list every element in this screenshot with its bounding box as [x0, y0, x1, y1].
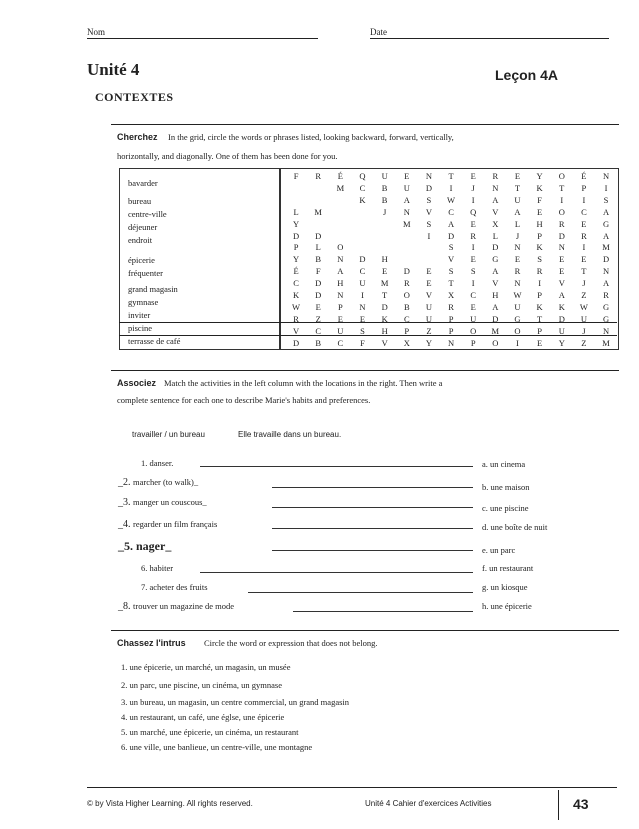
grid-letter[interactable]: D — [315, 290, 322, 300]
footer-book-title: Unité 4 Cahier d'exercices Activities — [365, 799, 492, 808]
grid-divider — [119, 322, 617, 323]
grid-letter[interactable]: N — [602, 171, 610, 181]
grid-letter[interactable]: C — [403, 313, 410, 324]
word-centre-ville: centre-ville — [128, 209, 167, 219]
grid-letter[interactable]: C — [293, 278, 299, 289]
location-e: e. un parc — [482, 545, 516, 555]
cherchez-instructions-1: In the grid, circle the words or phrases listed, looking backward, forward, vertically, — [168, 132, 454, 142]
grid-letter[interactable]: H — [536, 218, 543, 229]
grid-letter[interactable]: S — [426, 194, 432, 205]
grid-letter[interactable]: B — [315, 337, 322, 348]
grid-letter[interactable]: R — [293, 313, 299, 324]
grid-letter[interactable]: A — [447, 218, 455, 229]
grid-letter[interactable]: E — [315, 301, 321, 312]
chassez-item-3[interactable]: 3. un bureau, un magasin, un centre commercial, un grand magasin — [121, 697, 350, 707]
word-dejeuner: déjeuner — [128, 222, 158, 232]
word-gymnase: gymnase — [128, 297, 159, 307]
grid-letter[interactable]: B — [403, 301, 410, 312]
grid-letter[interactable]: A — [558, 290, 565, 300]
activity-5: _5. nager_ — [118, 539, 172, 553]
grid-letter[interactable]: U — [381, 171, 388, 181]
grid-letter[interactable]: S — [537, 254, 542, 265]
cherchez-instructions-2: horizontally, and diagonally. One of them has been done for you. — [117, 151, 338, 161]
grid-letter[interactable]: T — [514, 182, 521, 193]
grid-letter[interactable]: R — [470, 230, 477, 241]
grid-letter[interactable]: D — [492, 242, 499, 253]
grid-letter[interactable]: L — [514, 218, 521, 229]
grid-letter[interactable]: R — [581, 230, 587, 241]
chassez-item-1[interactable]: 1. une épicerie, un marché, un magasin, un musée — [121, 662, 291, 672]
nom-label: Nom — [87, 27, 105, 37]
grid-letter[interactable]: N — [359, 301, 366, 312]
grid-letter[interactable]: L — [315, 242, 321, 253]
grid-letter[interactable]: E — [559, 266, 565, 277]
date-line — [370, 38, 609, 39]
date-label: Date — [370, 27, 387, 37]
grid-letter[interactable]: E — [382, 266, 388, 277]
grid-letter[interactable]: K — [359, 194, 366, 205]
grid-letter[interactable]: U — [514, 301, 521, 312]
location-h: h. une épicerie — [482, 601, 532, 611]
location-a: a. un cinema — [482, 459, 526, 469]
grid-letter[interactable]: S — [426, 218, 432, 229]
grid-letter[interactable]: E — [470, 254, 476, 265]
grid-letter[interactable]: V — [293, 325, 300, 336]
grid-letter[interactable]: E — [337, 313, 343, 324]
grid-letter[interactable]: R — [558, 218, 565, 229]
grid-letter[interactable]: E — [559, 254, 565, 265]
grid-letter[interactable]: D — [359, 254, 366, 265]
grid-letter[interactable]: V — [425, 290, 432, 300]
example-activity: travailler / un bureau — [132, 430, 205, 439]
grid-letter[interactable]: C — [359, 266, 366, 277]
grid-letter[interactable]: U — [403, 182, 410, 193]
grid-letter[interactable]: O — [492, 337, 499, 348]
grid-letter[interactable]: E — [470, 171, 476, 181]
grid-letter[interactable]: P — [293, 242, 299, 253]
grid-letter[interactable]: É — [581, 171, 587, 181]
grid-letter[interactable]: A — [492, 266, 499, 277]
answer-line-6[interactable] — [200, 572, 473, 573]
grid-letter[interactable]: J — [582, 325, 586, 336]
word-piscine: piscine — [128, 323, 153, 333]
grid-letter[interactable]: D — [558, 230, 565, 241]
grid-letter[interactable]: O — [403, 290, 410, 300]
unit-title: Unité 4 — [87, 60, 140, 79]
activity-6: 6. habiter — [141, 563, 174, 573]
lesson-label: Leçon 4A — [495, 67, 559, 83]
grid-letter[interactable]: E — [514, 254, 521, 265]
grid-letter[interactable]: K — [536, 242, 543, 253]
nom-line — [87, 38, 318, 39]
grid-letter[interactable]: Y — [558, 337, 565, 348]
grid-letter[interactable]: N — [558, 242, 565, 253]
chassez-item-2[interactable]: 2. un parc, une piscine, un cinéma, un gymnase — [121, 680, 282, 690]
grid-letter[interactable]: G — [602, 301, 610, 312]
grid-letter[interactable]: I — [449, 182, 453, 193]
grid-letter[interactable]: U — [514, 194, 521, 205]
grid-letter[interactable]: S — [448, 242, 454, 253]
grid-letter[interactable]: U — [425, 313, 432, 324]
page-number: 43 — [573, 796, 589, 812]
word-bavarder: bavarder — [128, 178, 158, 188]
grid-letter[interactable]: C — [470, 290, 477, 300]
footer-rule — [87, 787, 617, 788]
grid-letter[interactable]: U — [359, 278, 366, 289]
grid-letter[interactable]: W — [292, 301, 301, 312]
activity-3: _3. manger un couscous_ — [118, 497, 207, 508]
word-bureau: bureau — [128, 196, 152, 206]
grid-letter[interactable]: S — [448, 266, 454, 277]
grid-letter[interactable]: I — [361, 290, 364, 300]
grid-letter[interactable]: P — [337, 301, 343, 312]
grid-letter[interactable]: A — [602, 230, 610, 241]
grid-letter[interactable]: Y — [293, 254, 300, 265]
grid-letter[interactable]: P — [537, 230, 542, 241]
grid-letter[interactable]: J — [515, 230, 520, 241]
grid-letter[interactable]: D — [315, 230, 322, 241]
grid-letter[interactable]: W — [579, 301, 588, 312]
associez-top-rule — [111, 370, 619, 371]
grid-letter[interactable]: V — [558, 278, 565, 289]
grid-letter[interactable]: M — [380, 278, 389, 289]
grid-letter[interactable]: C — [315, 325, 322, 336]
grid-letter[interactable]: R — [536, 266, 543, 277]
grid-letter[interactable]: G — [602, 313, 610, 324]
grid-letter[interactable]: M — [491, 325, 500, 336]
grid-letter[interactable]: E — [426, 278, 432, 289]
grid-letter[interactable]: I — [471, 242, 475, 253]
grid-letter[interactable]: M — [402, 218, 411, 229]
grid-letter[interactable]: B — [381, 194, 388, 205]
grid-row — [285, 337, 617, 350]
grid-letter[interactable]: G — [514, 313, 521, 324]
grid-letter[interactable]: P — [448, 313, 454, 324]
grid-letter[interactable]: R — [403, 278, 410, 289]
grid-letter[interactable]: U — [470, 313, 477, 324]
word-epicerie: épicerie — [128, 255, 155, 265]
grid-letter[interactable]: V — [447, 254, 455, 265]
grid-letter[interactable]: O — [470, 325, 477, 336]
grid-letter[interactable]: V — [492, 206, 499, 217]
grid-letter[interactable]: L — [492, 230, 498, 241]
grid-letter[interactable]: X — [403, 337, 410, 348]
grid-letter[interactable]: P — [470, 337, 476, 348]
grid-letter[interactable]: O — [558, 206, 565, 217]
grid-letter[interactable]: I — [538, 278, 542, 289]
grid-letter[interactable]: A — [492, 194, 499, 205]
grid-letter[interactable]: N — [403, 206, 410, 217]
grid-letter[interactable]: K — [381, 313, 388, 324]
grid-letter[interactable]: I — [471, 278, 475, 289]
grid-letter[interactable]: O — [514, 325, 521, 336]
chassez-item-4[interactable]: 4. un restaurant, un café, une églse, une épicerie — [121, 712, 285, 722]
grid-letter[interactable]: M — [336, 182, 345, 193]
grid-letter[interactable]: Z — [581, 290, 587, 300]
grid-letter[interactable]: T — [448, 278, 454, 289]
grid-letter[interactable]: E — [537, 337, 543, 348]
location-d: d. une boîte de nuit — [482, 522, 548, 532]
grid-letter[interactable]: I — [560, 194, 564, 205]
grid-letter[interactable]: D — [425, 182, 432, 193]
activity-7: 7. acheter des fruits — [141, 582, 208, 592]
grid-letter[interactable]: H — [381, 254, 388, 265]
grid-letter[interactable]: H — [381, 325, 388, 336]
grid-letter[interactable]: V — [492, 278, 499, 289]
word-grand-magasin: grand magasin — [128, 284, 178, 294]
grid-letter[interactable]: L — [293, 206, 299, 217]
grid-letter[interactable]: C — [581, 206, 587, 217]
cherchez-top-rule — [111, 124, 619, 125]
activity-8: _8. trouver un magazine de mode — [118, 601, 235, 612]
grid-letter[interactable]: N — [514, 242, 521, 253]
grid-letter[interactable]: Q — [470, 206, 477, 217]
grid-letter[interactable]: K — [536, 182, 543, 193]
grid-letter[interactable]: W — [447, 194, 456, 205]
footer-copyright: © by Vista Higher Learning. All rights reserved. — [87, 799, 253, 808]
grid-letter[interactable]: U — [558, 325, 565, 336]
grid-letter[interactable]: M — [314, 206, 322, 217]
grid-letter[interactable]: J — [471, 182, 475, 193]
answer-line-7[interactable] — [248, 592, 473, 593]
grid-letter[interactable]: I — [516, 337, 519, 348]
grid-letter[interactable]: P — [581, 182, 587, 193]
grid-letter[interactable]: D — [403, 266, 410, 277]
word-inviter: inviter — [128, 310, 151, 320]
grid-letter[interactable]: A — [602, 206, 610, 217]
grid-letter[interactable]: E — [537, 206, 543, 217]
word-frequenter: fréquenter — [128, 268, 163, 278]
chassez-heading: Chassez l'intrus — [117, 638, 186, 648]
grid-letter[interactable]: D — [315, 278, 322, 289]
grid-letter[interactable]: E — [581, 218, 587, 229]
grid-letter[interactable]: I — [427, 230, 431, 241]
grid-letter[interactable]: K — [293, 290, 300, 300]
grid-letter[interactable]: A — [602, 278, 610, 289]
grid-letter[interactable]: O — [337, 242, 344, 253]
grid-letter[interactable]: D — [558, 313, 565, 324]
grid-letter[interactable]: B — [381, 182, 388, 193]
grid-letter[interactable]: J — [582, 278, 586, 289]
grid-letter[interactable]: E — [426, 266, 432, 277]
answer-line-2[interactable] — [272, 487, 473, 488]
grid-letter[interactable]: E — [404, 171, 410, 181]
grid-letter[interactable]: É — [337, 171, 343, 181]
answer-line-4[interactable] — [272, 528, 473, 529]
grid-letter[interactable]: E — [514, 171, 521, 181]
grid-letter[interactable]: R — [514, 266, 521, 277]
grid-letter[interactable]: T — [448, 171, 454, 181]
chassez-item-5[interactable]: 5. un marché, une épicerie, un cinéma, un restaurant — [121, 727, 299, 737]
grid-letter[interactable]: D — [602, 254, 610, 265]
grid-letter[interactable]: T — [537, 313, 543, 324]
associez-instructions-1: Match the activities in the left column with the locations in the right. Then write a — [164, 378, 443, 388]
grid-letter[interactable]: N — [425, 171, 432, 181]
grid-letter[interactable]: S — [360, 325, 365, 336]
cherchez-heading: Cherchez — [117, 132, 158, 142]
grid-letter[interactable]: M — [602, 337, 610, 348]
grid-letter[interactable]: A — [514, 206, 521, 217]
activity-1: 1. danser. — [141, 458, 174, 468]
grid-letter[interactable]: N — [447, 337, 455, 348]
grid-letter[interactable]: A — [492, 301, 499, 312]
grid-letter[interactable]: N — [602, 325, 610, 336]
grid-letter[interactable]: E — [359, 313, 366, 324]
grid-letter[interactable]: N — [337, 290, 344, 300]
grid-letter[interactable]: K — [558, 301, 565, 312]
grid-letter[interactable]: F — [537, 194, 542, 205]
grid-letter[interactable]: Y — [293, 218, 300, 229]
grid-letter[interactable]: P — [537, 290, 542, 300]
footer-divider — [558, 790, 559, 820]
grid-letter[interactable]: I — [582, 194, 586, 205]
grid-letter[interactable]: Y — [536, 171, 543, 181]
location-f: f. un restaurant — [482, 563, 534, 573]
grid-letter[interactable]: F — [360, 337, 365, 348]
grid-letter[interactable]: J — [382, 206, 387, 217]
grid-letter[interactable]: T — [559, 182, 565, 193]
grid-letter[interactable]: F — [293, 171, 299, 181]
grid-letter[interactable]: N — [492, 182, 499, 193]
answer-line-1[interactable] — [200, 466, 473, 467]
grid-letter[interactable]: P — [404, 325, 410, 336]
word-terrasse-de-cafe: terrasse de café — [128, 336, 181, 346]
grid-letter[interactable]: W — [513, 290, 522, 300]
grid-letter[interactable]: R — [448, 301, 454, 312]
answer-line-5[interactable] — [272, 550, 473, 551]
grid-letter[interactable]: T — [382, 290, 388, 300]
grid-letter[interactable]: Y — [425, 337, 432, 348]
chassez-item-6[interactable]: 6. une ville, une banlieue, un centre-ville, une montagne — [121, 742, 313, 752]
grid-letter[interactable]: D — [293, 230, 300, 241]
grid-letter[interactable]: N — [602, 266, 610, 277]
chassez-top-rule — [111, 630, 619, 631]
grid-letter[interactable]: É — [293, 266, 299, 277]
location-c: c. une piscine — [482, 503, 529, 513]
grid-letter[interactable]: T — [581, 266, 587, 277]
grid-letter[interactable]: V — [425, 206, 432, 217]
grid-letter[interactable]: G — [492, 254, 499, 265]
grid-letter[interactable]: A — [337, 266, 344, 277]
grid-letter[interactable]: R — [315, 171, 322, 181]
grid-letter[interactable]: Q — [359, 171, 366, 181]
grid-letter[interactable]: B — [315, 254, 322, 265]
grid-letter[interactable]: S — [470, 266, 476, 277]
grid-letter[interactable]: D — [381, 301, 388, 312]
grid-letter[interactable]: X — [447, 290, 455, 300]
grid-letter[interactable]: R — [492, 171, 499, 181]
grid-letter[interactable]: N — [514, 278, 521, 289]
grid-letter[interactable]: P — [537, 325, 542, 336]
grid-letter[interactable]: I — [604, 182, 608, 193]
grid-letter[interactable]: U — [425, 301, 432, 312]
associez-heading: Associez — [117, 378, 157, 388]
grid-letter[interactable]: S — [603, 194, 609, 205]
chassez-instructions: Circle the word or expression that does not belong. — [204, 638, 378, 648]
grid-letter[interactable]: I — [582, 242, 586, 253]
grid-letter[interactable]: X — [492, 218, 499, 229]
grid-letter[interactable]: C — [448, 206, 454, 217]
example-sentence: Elle travaille dans un bureau. — [238, 430, 342, 439]
grid-letter[interactable]: D — [492, 313, 499, 324]
grid-letter[interactable]: M — [602, 242, 610, 253]
activity-2: _2. marcher (to walk)_ — [118, 477, 199, 488]
grid-letter[interactable]: I — [471, 194, 475, 205]
grid-letter[interactable]: C — [359, 182, 366, 193]
grid-letter[interactable]: G — [602, 218, 610, 229]
grid-letter[interactable]: O — [558, 171, 565, 181]
grid-letter[interactable]: Z — [581, 337, 587, 348]
grid-letter[interactable]: N — [337, 254, 344, 265]
grid-letter[interactable]: E — [470, 218, 476, 229]
associez-instructions-2: complete sentence for each one to describe Marie's habits and preferences. — [117, 395, 371, 405]
location-b: b. une maison — [482, 482, 530, 492]
grid-letter[interactable]: H — [337, 278, 344, 289]
grid-letter[interactable]: V — [381, 337, 388, 348]
answer-line-8[interactable] — [293, 611, 473, 612]
answer-line-3[interactable] — [272, 507, 473, 508]
grid-letter[interactable]: R — [603, 290, 609, 300]
activity-4: _4. regarder un film français — [118, 519, 218, 530]
grid-letter[interactable]: D — [293, 337, 300, 348]
grid-letter[interactable]: K — [536, 301, 543, 312]
grid-letter[interactable]: C — [337, 337, 344, 348]
grid-letter[interactable]: U — [580, 313, 587, 324]
grid-letter[interactable]: P — [448, 325, 454, 336]
grid-letter[interactable]: U — [337, 325, 344, 336]
grid-letter[interactable]: E — [581, 254, 587, 265]
word-endroit: endroit — [128, 235, 153, 245]
grid-divider — [119, 335, 617, 336]
section-title: CONTEXTES — [95, 90, 174, 104]
grid-letter[interactable]: Z — [426, 325, 432, 336]
grid-letter[interactable]: A — [403, 194, 410, 205]
grid-letter[interactable]: F — [315, 266, 321, 277]
grid-letter[interactable]: D — [447, 230, 455, 241]
grid-letter[interactable]: Z — [315, 313, 321, 324]
location-g: g. un kiosque — [482, 582, 528, 592]
grid-letter[interactable]: E — [470, 301, 476, 312]
grid-letter[interactable]: H — [492, 290, 499, 300]
